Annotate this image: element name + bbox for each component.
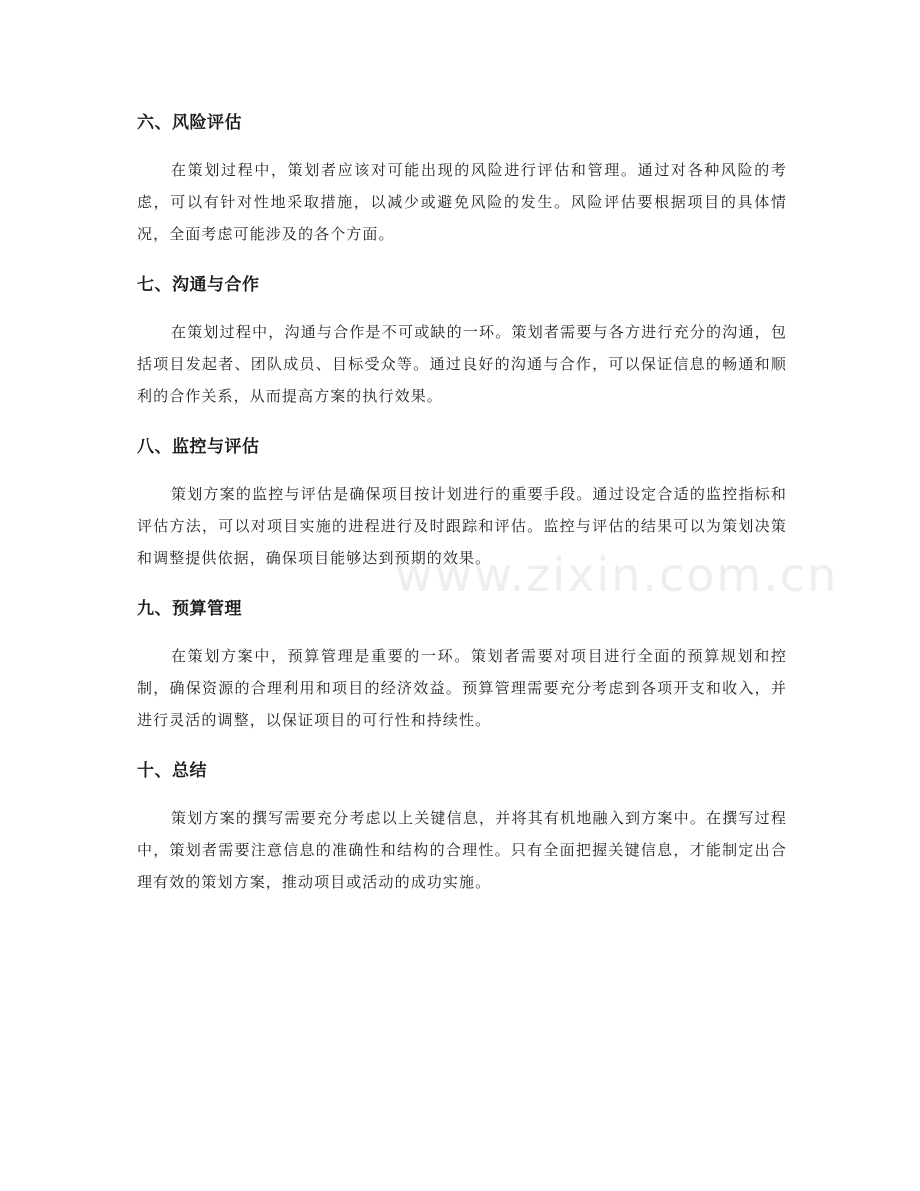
section-paragraph: 策划方案的撰写需要充分考虑以上关键信息，并将其有机地融入到方案中。在撰写过程中，策划者需要注意信息的准确性和结构的合理性。只有全面把握关键信息，才能制定出合理有效的策划方案，推动项目或活动的成功实施。	[137, 809, 787, 891]
section-budget	[137, 594, 787, 736]
section-heading: 十、总结	[137, 761, 207, 781]
section-heading: 七、沟通与合作	[137, 275, 260, 295]
section-risk-assessment	[137, 108, 787, 250]
section-paragraph: 策划方案的监控与评估是确保项目按计划进行的重要手段。通过设定合适的监控指标和评估方法，可以对项目实施的进程进行及时跟踪和评估。监控与评估的结果可以为策划决策和调整提供依据，确保项目能够达到预期的效果。	[137, 485, 787, 567]
section-heading: 九、预算管理	[137, 599, 242, 619]
section-heading: 六、风险评估	[137, 113, 242, 133]
section-paragraph: 在策划过程中，策划者应该对可能出现的风险进行评估和管理。通过对各种风险的考虑，可以有针对性地采取措施，以减少或避免风险的发生。风险评估要根据项目的具体情况，全面考虑可能涉及的各个方面。	[137, 161, 787, 243]
section-monitoring	[137, 432, 787, 574]
document-content	[137, 108, 787, 918]
section-heading: 八、监控与评估	[137, 437, 260, 457]
section-paragraph: 在策划方案中，预算管理是重要的一环。策划者需要对项目进行全面的预算规划和控制，确保资源的合理利用和项目的经济效益。预算管理需要充分考虑到各项开支和收入，并进行灵活的调整，以保证项目的可行性和持续性。	[137, 647, 787, 729]
section-paragraph: 在策划过程中，沟通与合作是不可或缺的一环。策划者需要与各方进行充分的沟通，包括项目发起者、团队成员、目标受众等。通过良好的沟通与合作，可以保证信息的畅通和顺利的合作关系，从而提高方案的执行效果。	[137, 323, 787, 405]
watermark: www.zixin.com.cn	[395, 548, 839, 602]
section-communication	[137, 270, 787, 412]
section-summary	[137, 756, 787, 898]
